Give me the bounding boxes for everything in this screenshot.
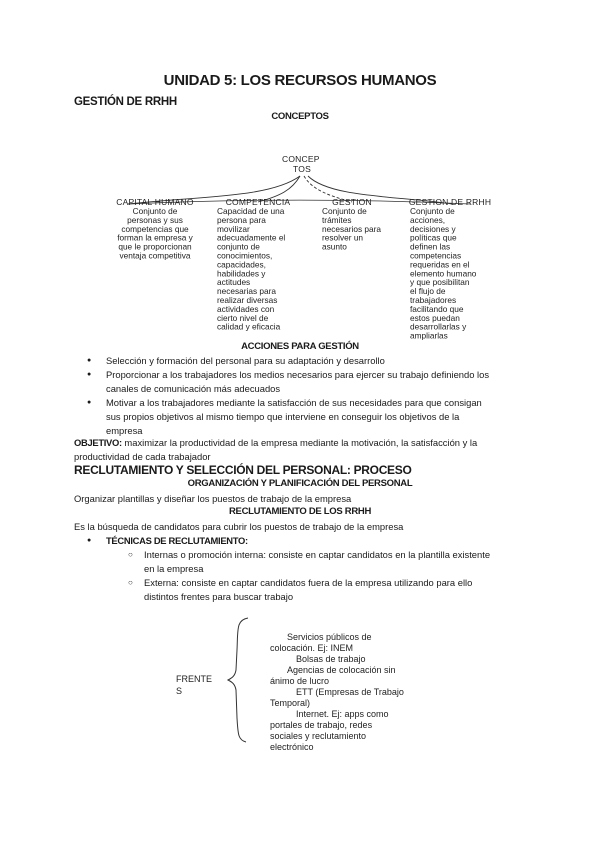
branch-desc-gestion-rrhh	[410, 206, 477, 340]
objetivo-key: OBJETIVO:	[74, 437, 122, 448]
branch-label-capital: CAPITAL HUMANO	[116, 197, 194, 207]
frentes-item-line: electrónico	[270, 742, 314, 752]
list-item: ● Motivar a los trabajadores mediante la satisfacción de sus necesidades para que consigan sus propios objetivos al mismo tiempo que interviene en conseguir los objetivos de la empresa	[74, 396, 534, 438]
branch-desc-line: facilitando que	[410, 303, 464, 314]
frentes-item-line: portales de trabajo, redes	[270, 720, 373, 730]
branch-desc-line: calidad y eficacia	[217, 321, 281, 332]
frentes-item-line: Internet. Ej: apps como	[296, 709, 389, 719]
branch-desc-line: competencias que	[121, 223, 189, 234]
frentes-items	[270, 632, 404, 752]
list-item: ● Selección y formación del personal para su adaptación y desarrollo	[74, 354, 534, 368]
branch-desc-line: el flujo de	[410, 286, 446, 297]
frentes-item-line: Temporal)	[270, 698, 311, 708]
frentes-item-line: colocación. Ej: INEM	[270, 643, 354, 653]
gestion-heading: GESTIÓN DE RRHH	[74, 96, 177, 108]
branch-desc-line: desarrollarlas y	[410, 321, 467, 332]
branch-desc-line: que le proporcionan	[118, 241, 192, 252]
unit-title: UNIDAD 5: LOS RECURSOS HUMANOS	[163, 72, 437, 89]
frentes-item-line: Servicios públicos de	[287, 632, 372, 642]
objetivo-line-2: productividad de cada trabajador	[74, 451, 211, 462]
branch-desc-line: actitudes	[217, 277, 251, 288]
branch-desc-line: personas y sus	[127, 214, 183, 225]
objetivo-paragraph	[74, 436, 529, 464]
branch-desc-line: definen las	[410, 241, 451, 252]
branch-desc-line: conocimientos,	[217, 250, 273, 261]
branch-desc-line: cierto nivel de	[217, 312, 269, 323]
branch-desc-line: ventaja competitiva	[119, 250, 191, 261]
branch-desc-line: ampliarlas	[410, 330, 448, 340]
acciones-list	[74, 354, 534, 438]
diagram-root	[282, 154, 322, 174]
acciones-heading: ACCIONES PARA GESTIÓN	[241, 341, 359, 352]
branch-desc-line: realizar diversas	[217, 295, 278, 305]
list-item	[74, 534, 534, 548]
tecnicas-heading: TÉCNICAS DE RECLUTAMIENTO:	[106, 535, 248, 546]
list-item: ● Proporcionar a los trabajadores los medios necesarios para ejercer su trabajo definiendo los canales de comunicación más adecuados	[74, 368, 534, 396]
branch-desc-capital	[117, 206, 193, 261]
root-line-2: TOS	[293, 164, 311, 174]
conceptos-heading: CONCEPTOS	[271, 111, 329, 122]
branch-desc-line: decisiones y	[410, 223, 456, 234]
root-line-1: CONCEP	[282, 154, 320, 164]
branch-desc-line: actividades con	[217, 303, 275, 314]
list-item: ○ Externa: consiste en captar candidatos fuera de la empresa utilizando para ello distintos frentes para buscar trabajo	[106, 576, 526, 604]
branch-desc-line: trabajadores	[410, 295, 457, 305]
list-item: ○ Internas o promoción interna: consiste en captar candidatos en la plantilla existente en la empresa	[106, 548, 526, 576]
frentes-item-line: ETT (Empresas de Trabajo	[296, 687, 404, 697]
branch-desc-line: acciones,	[410, 214, 446, 225]
reclutamiento-title: RECLUTAMIENTO Y SELECCIÓN DEL PERSONAL: PROCESO	[74, 463, 412, 477]
tecnicas-list	[74, 534, 534, 548]
frentes-item-line: Bolsas de trabajo	[296, 654, 366, 664]
organizacion-heading: ORGANIZACIÓN Y PLANIFICACIÓN DEL PERSONAL	[187, 478, 413, 489]
branch-desc-line: estos puedan	[410, 312, 460, 323]
branch-desc-line: capacidades,	[217, 259, 266, 270]
branch-label-competencia: COMPETENCIA	[225, 197, 291, 207]
branch-desc-line: resolver un	[322, 232, 364, 243]
branch-desc-line: forman la empresa y	[117, 232, 193, 243]
branch-desc-line: Conjunto de	[322, 206, 367, 216]
branch-desc-line: requeridas en el	[410, 259, 470, 270]
conceptos-diagram	[0, 150, 600, 340]
branch-desc-line: persona para	[217, 214, 266, 225]
frentes-item-line: sociales y reclutamiento	[270, 731, 367, 741]
reclutamiento-text: Es la búsqueda de candidatos para cubrir los puestos de trabajo de la empresa	[74, 521, 404, 532]
branch-desc-line: elemento humano	[410, 268, 477, 279]
branch-desc-line: asunto	[322, 241, 347, 252]
branch-label-gestion-rrhh: GESTION DE RRHH	[408, 197, 492, 207]
frentes-diagram	[0, 610, 600, 760]
branch-desc-line: movilizar	[217, 223, 250, 234]
branch-desc-line: necesarios para	[322, 223, 382, 234]
branch-desc-competencia	[217, 206, 285, 332]
branch-desc-line: habilidades y	[217, 268, 266, 279]
branch-desc-line: Conjunto de	[132, 206, 178, 216]
branch-desc-line: Capacidad de una	[217, 206, 285, 216]
objetivo-line-1: maximizar la productividad de la empresa mediante la motivación, la satisfacción y la	[121, 437, 478, 448]
frentes-item-line: ánimo de lucro	[270, 676, 330, 686]
branch-label-gestion: GESTION	[332, 197, 372, 207]
branch-desc-line: competencias	[410, 250, 462, 261]
tecnicas-sublist	[106, 548, 526, 604]
reclutamiento-rrhh-heading: RECLUTAMIENTO DE LOS RRHH	[228, 506, 372, 517]
branch-desc-line: trámites	[322, 214, 352, 225]
branch-desc-line: conjunto de	[217, 241, 260, 252]
branch-desc-gestion	[322, 206, 381, 252]
branch-desc-line: políticas que	[410, 232, 457, 243]
frentes-label: FRENTE S	[176, 674, 212, 696]
branch-desc-line: Conjunto de	[410, 206, 455, 216]
branch-desc-line: y que posibilitan	[410, 277, 470, 288]
frentes-brace	[228, 618, 248, 742]
organizacion-text: Organizar plantillas y diseñar los puestos de trabajo de la empresa	[74, 493, 352, 504]
branch-desc-line: necesarias para	[217, 286, 277, 297]
branch-desc-line: adecuadamente el	[217, 232, 286, 243]
frentes-item-line: Agencias de colocación sin	[287, 665, 396, 675]
